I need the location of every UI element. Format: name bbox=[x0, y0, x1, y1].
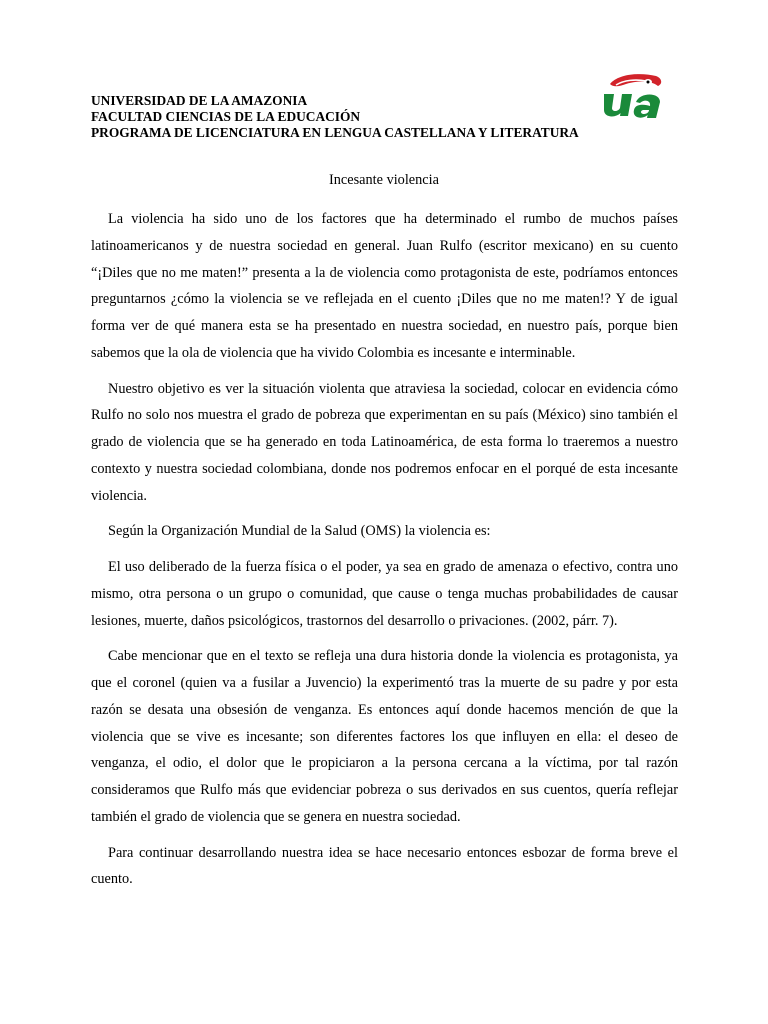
essay-body bbox=[91, 206, 678, 902]
paragraph: Cabe mencionar que en el texto se refleja una dura historia donde la violencia es protagonista, ya que el coronel (quien va a fusilar a Juvencio) la experimentó tras la muerte de su padre y por esta razón se desata una obsesión de venganza. Es entonces aquí donde hacemos mención de que la violencia que se vive es incesante; son diferentes factores los que influyen en ella: el deseo de venganza, el odio, el dolor que le propiciaron a la persona cercana a la víctima, por tal razón consideramos que Rulfo más que evidenciar pobreza o sus derivados en sus cuentos, quería reflejar también el grado de violencia que se genera en nuestra sociedad. bbox=[91, 648, 678, 825]
program-name: PROGRAMA DE LICENCIATURA EN LENGUA CASTELLANA Y LITERATURA bbox=[91, 125, 579, 141]
paragraph: Para continuar desarrollando nuestra idea se hace necesario entonces esbozar de forma breve el cuento. bbox=[91, 844, 678, 888]
quotation-paragraph: El uso deliberado de la fuerza física o el poder, ya sea en grado de amenaza o efectivo, contra uno mismo, otra persona o un grupo o comunidad, que cause o tenga muchas probabilidades de causar lesiones, muerte, daños psicológicos, trastornos del desarrollo o privaciones. (2002, párr. 7). bbox=[91, 558, 678, 629]
paragraph: Según la Organización Mundial de la Salud (OMS) la violencia es: bbox=[108, 523, 491, 540]
paragraph: Nuestro objetivo es ver la situación violenta que atraviesa la sociedad, colocar en evidencia cómo Rulfo no solo nos muestra el grado de pobreza que experimentan en su país (México) sino también el grado de violencia que se ha generado en toda Latinoamérica, de esta forma lo traeremos a nuestro contexto y nuestra sociedad colombiana, donde nos podremos enfocar en el porqué de esta incesante violencia. bbox=[91, 380, 678, 504]
universidad-amazonia-logo-icon bbox=[600, 72, 664, 122]
institution-header bbox=[91, 93, 631, 142]
paragraph: La violencia ha sido uno de los factores que ha determinado el rumbo de muchos países latinoamericanos y de nuestra sociedad en general. Juan Rulfo (escritor mexicano) en su cuento “¡Diles que no me maten!” presenta a la de violencia como protagonista de este, podríamos entonces preguntarnos ¿cómo la violencia se ve reflejada en el cuento ¡Diles que no me maten!? Y de igual forma ver de qué manera esta se ha presentado en nuestra sociedad, en nuestro país, porque bien sabemos que la ola de violencia que ha vivido Colombia es incesante e interminable. bbox=[91, 211, 678, 361]
essay-title: Incesante violencia bbox=[329, 172, 439, 188]
university-name: UNIVERSIDAD DE LA AMAZONIA bbox=[91, 93, 308, 108]
faculty-name: FACULTAD CIENCIAS DE LA EDUCACIÓN bbox=[91, 109, 361, 125]
